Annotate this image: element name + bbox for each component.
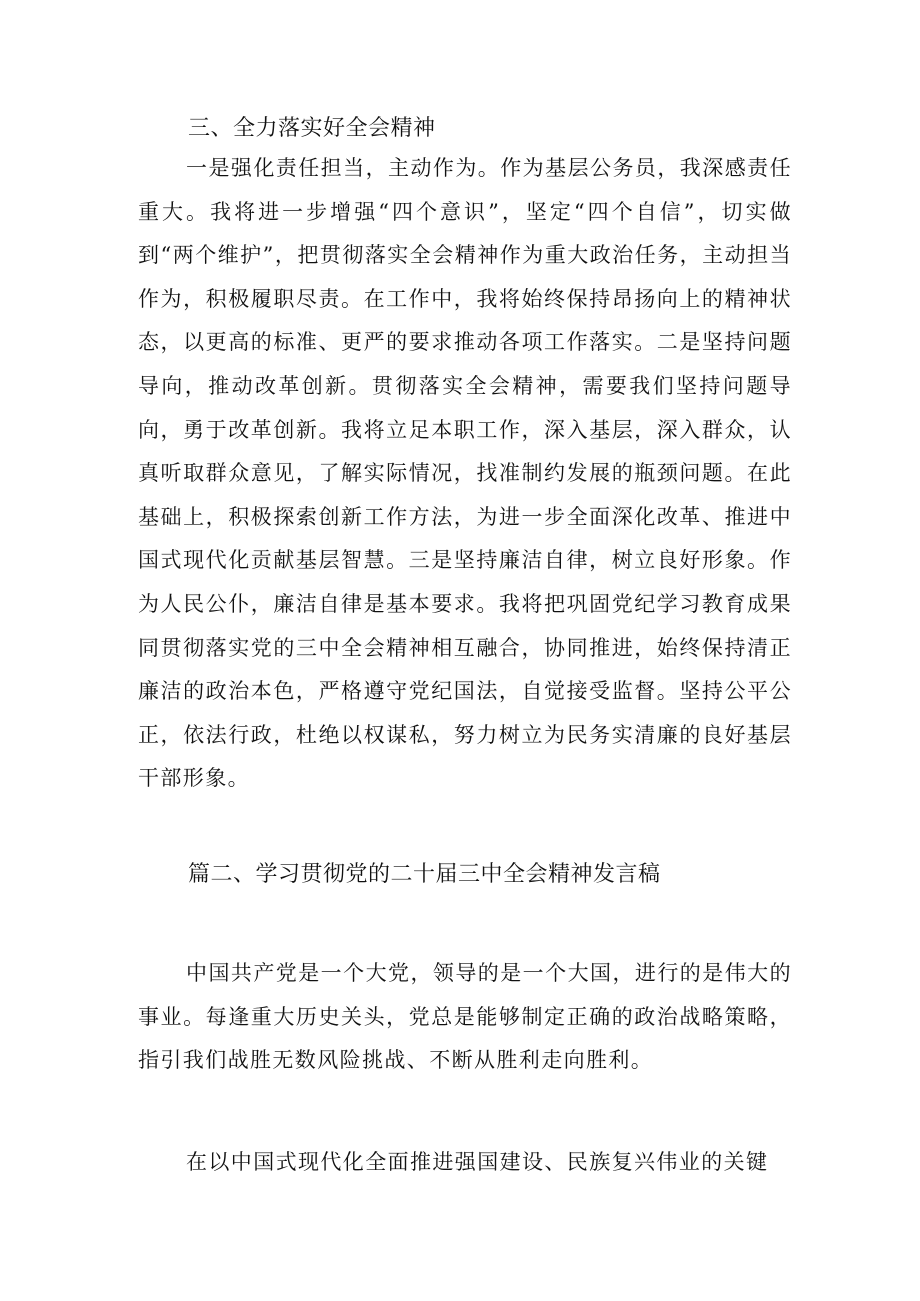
- section-heading: 三、全力落实好全会精神: [188, 116, 436, 141]
- article-title: 篇二、学习贯彻党的二十届三中全会精神发言稿: [188, 862, 661, 887]
- section-body-paragraph: 一是强化责任担当，主动作为。作为基层公务员，我深感责任重大。我将进一步增强“四个意识”，坚定“四个自信”，切实做到“两个维护”，把贯彻落实全会精神作为重大政治任务，主动担当作为，积极履职尽责。在工作中，我将始终保持昂扬向上的精神状态，以更高的标准、更严的要求推动各项工作落实。二是坚持问题导向，推动改革创新。贯彻落实全会精神，需要我们坚持问题导向，勇于改革创新。我将立足本职工作，深入基层，深入群众，认真听取群众意见，了解实际情况，找准制约发展的瓶颈问题。在此基础上，积极探索创新工作方法，为进一步全面深化改革、推进中国式现代化贡献基层智慧。三是坚持廉洁自律，树立良好形象。作为人民公仆，廉洁自律是基本要求。我将把巩固党纪学习教育成果同贯彻落实党的三中全会精神相互融合，协同推进，始终保持清正廉洁的政治本色，严格遵守党纪国法，自觉接受监督。坚持公平公正，依法行政，杜绝以权谋私，努力树立为民务实清廉的良好基层干部形象。: [138, 156, 792, 791]
- article-paragraph-1: 中国共产党是一个大党，领导的是一个大国，进行的是伟大的事业。每逢重大历史关头，党总是能够制定正确的政治战略策略，指引我们战胜无数风险挑战、不断从胜利走向胜利。: [138, 961, 792, 1073]
- article-paragraph-2: 在以中国式现代化全面推进强国建设、民族复兴伟业的关键: [186, 1150, 769, 1174]
